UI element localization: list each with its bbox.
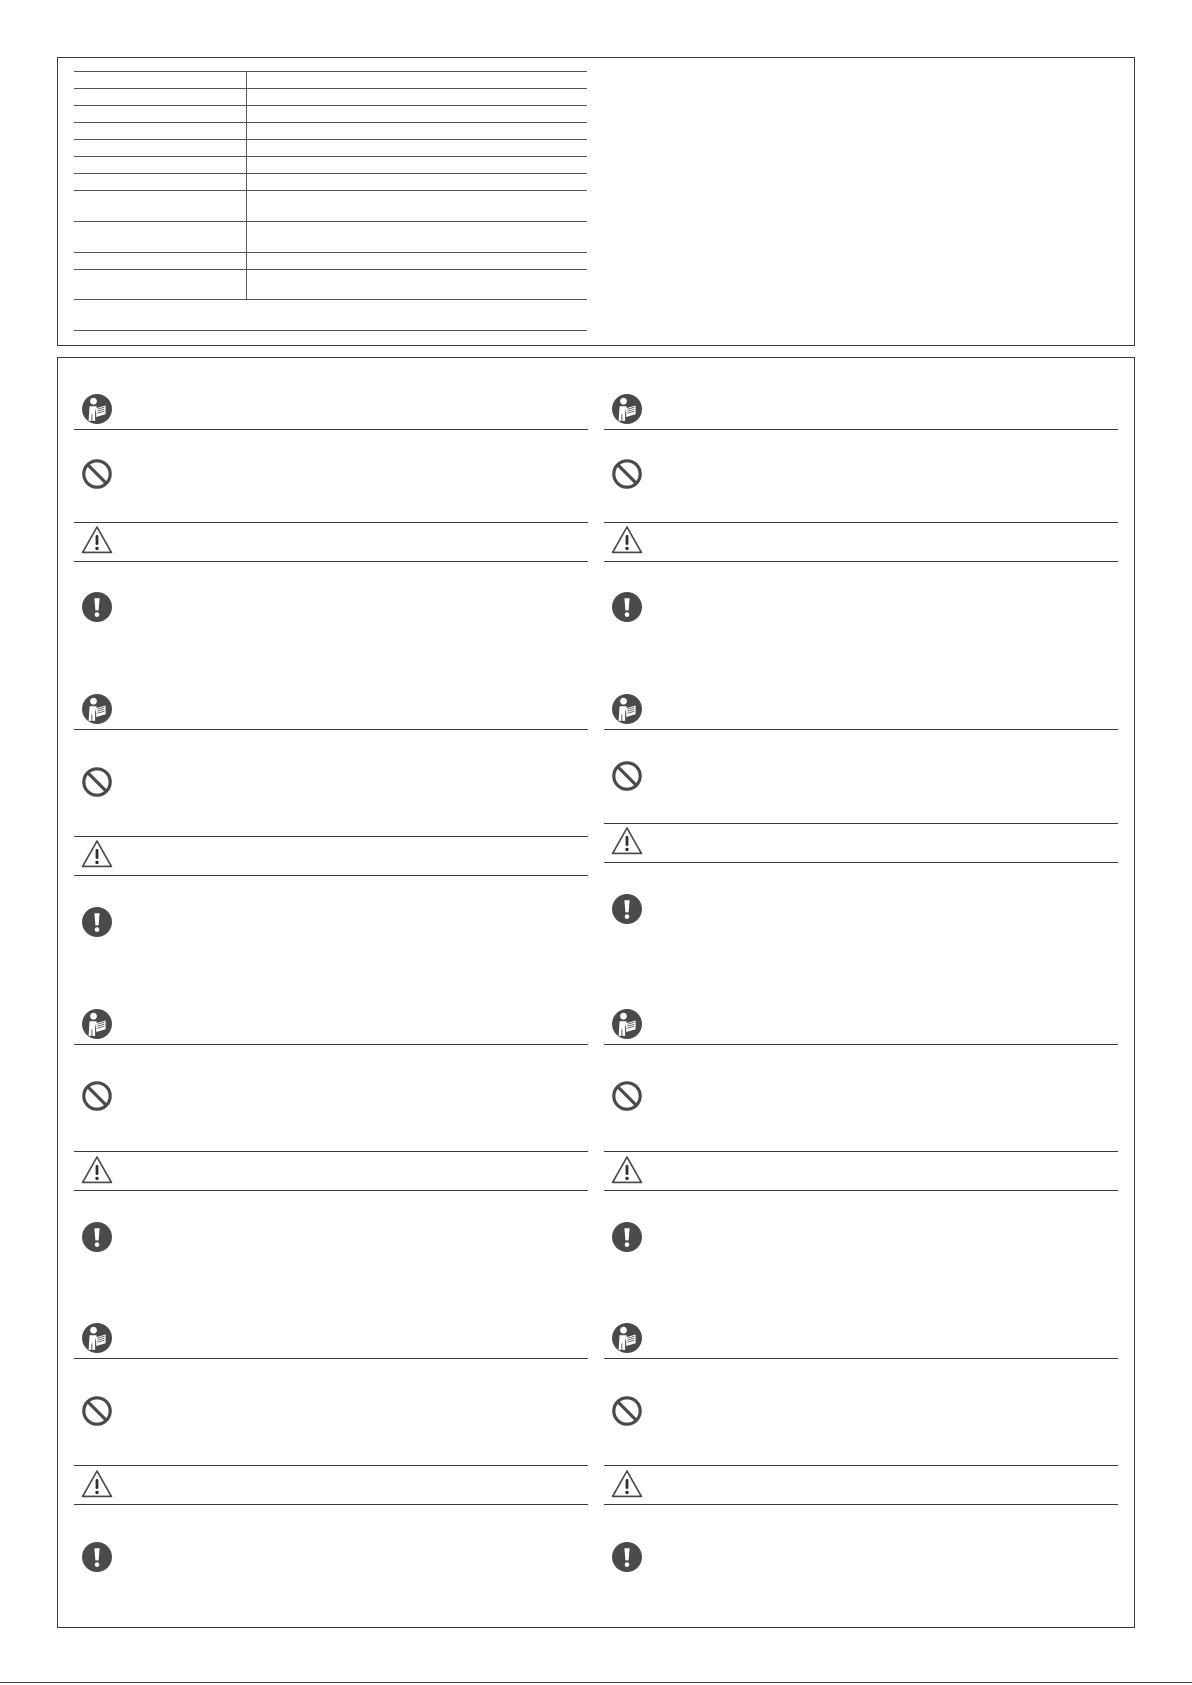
section-divider <box>74 875 588 876</box>
prohibition-icon <box>81 458 113 490</box>
spec-table-row-line <box>74 269 587 270</box>
section-divider <box>74 561 588 562</box>
spec-table-row-line <box>74 71 587 72</box>
mandatory-action-icon <box>81 591 113 623</box>
section-divider <box>604 429 1118 430</box>
spec-table-row-line <box>74 105 587 106</box>
mandatory-action-icon <box>611 893 643 925</box>
mandatory-action-icon <box>81 906 113 938</box>
prohibition-icon <box>611 1395 643 1427</box>
page-bottom-rule <box>0 1682 1192 1683</box>
mandatory-action-icon <box>611 1221 643 1253</box>
section-divider <box>604 1358 1118 1359</box>
spec-table-row-line <box>74 88 587 89</box>
section-divider <box>74 1151 588 1152</box>
mandatory-action-icon <box>81 1541 113 1573</box>
read-manual-icon <box>611 1008 643 1040</box>
section-divider <box>74 1044 588 1045</box>
warning-triangle-icon <box>81 524 113 556</box>
section-divider <box>74 729 588 730</box>
warning-triangle-icon <box>611 524 643 556</box>
section-divider <box>74 1190 588 1191</box>
prohibition-icon <box>611 1080 643 1112</box>
read-manual-icon <box>611 1322 643 1354</box>
section-divider <box>604 729 1118 730</box>
spec-table-row-line <box>74 299 587 300</box>
section-divider <box>604 823 1118 824</box>
spec-table-row-line <box>74 221 587 222</box>
mandatory-action-icon <box>611 1541 643 1573</box>
warning-triangle-icon <box>611 825 643 857</box>
spec-table-row-line <box>74 330 587 331</box>
warning-triangle-icon <box>81 1468 113 1500</box>
read-manual-icon <box>81 1008 113 1040</box>
section-divider <box>74 429 588 430</box>
prohibition-icon <box>81 766 113 798</box>
section-divider <box>604 1151 1118 1152</box>
section-divider <box>604 862 1118 863</box>
read-manual-icon <box>81 393 113 425</box>
prohibition-icon <box>81 1395 113 1427</box>
spec-table-row-line <box>74 252 587 253</box>
read-manual-icon <box>611 693 643 725</box>
section-divider <box>604 561 1118 562</box>
spec-table-row-line <box>74 190 587 191</box>
section-divider <box>74 836 588 837</box>
mandatory-action-icon <box>81 1221 113 1253</box>
spec-table <box>74 71 587 331</box>
section-divider <box>604 1465 1118 1466</box>
section-divider <box>74 1465 588 1466</box>
mandatory-action-icon <box>611 591 643 623</box>
section-divider <box>604 522 1118 523</box>
spec-table-row-line <box>74 139 587 140</box>
section-divider <box>74 522 588 523</box>
warning-triangle-icon <box>81 1154 113 1186</box>
section-divider <box>604 1190 1118 1191</box>
warning-triangle-icon <box>611 1468 643 1500</box>
spec-table-row-line <box>74 173 587 174</box>
warning-triangle-icon <box>81 838 113 870</box>
spec-table-row-line <box>74 122 587 123</box>
prohibition-icon <box>611 458 643 490</box>
section-divider <box>74 1358 588 1359</box>
warning-triangle-icon <box>611 1154 643 1186</box>
prohibition-icon <box>81 1080 113 1112</box>
spec-table-row-line <box>74 156 587 157</box>
prohibition-icon <box>611 760 643 792</box>
section-divider <box>604 1504 1118 1505</box>
section-divider <box>604 1044 1118 1045</box>
read-manual-icon <box>81 1322 113 1354</box>
read-manual-icon <box>81 693 113 725</box>
section-divider <box>74 1504 588 1505</box>
safety-instructions-frame <box>57 357 1135 1628</box>
read-manual-icon <box>611 393 643 425</box>
